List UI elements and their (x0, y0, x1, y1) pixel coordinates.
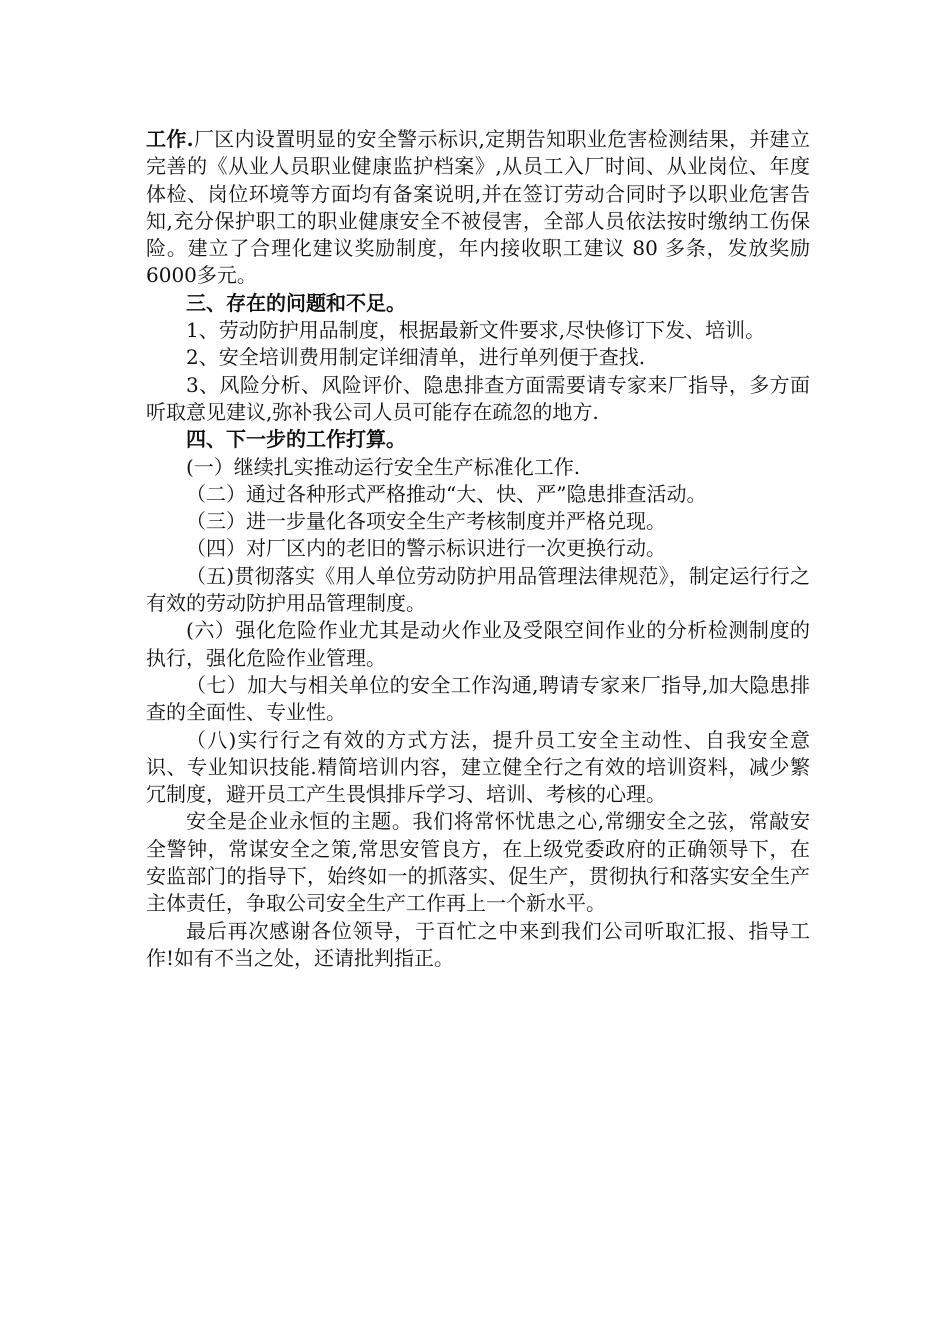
section-4-item: （七）加大与相关单位的安全工作沟通,聘请专家来厂指导,加大隐患排查的全面性、专业性。 (146, 672, 810, 725)
section-3-heading: 三、存在的问题和不足。 (186, 290, 406, 315)
intro-text: 厂区内设置明显的安全警示标识,定期告知职业危害检测结果，并建立完善的《从业人员职业健康监护档案》,从员工入厂时间、从业岗位、年度体检、岗位环境等方面均有备案说明,并在签订劳动合同时予以职业危害告知,充分保护职工的职业健康安全不被侵害，全部人员依法按时缴纳工伤保险。建立了合理化建议奖励制度，年内接收职工建议 80 多条，发放奖励 6000多元。 (146, 127, 811, 288)
section-4-item: （五)贯彻落实《用人单位劳动防护用品管理法律规范》，制定运行行之有效的劳动防护用品管理制度。 (146, 563, 810, 616)
intro-lead: 工作. (146, 127, 194, 151)
section-4-item: （四）对厂区内的老旧的警示标识进行一次更换行动。 (186, 536, 666, 561)
document-page (146, 126, 810, 972)
section-4-heading: 四、下一步的工作打算。 (186, 427, 406, 452)
section-3-item: 2、安全培训费用制定详细清单，进行单列便于查找. (186, 345, 646, 370)
section-4-item: (六）强化危险作业尤其是动火作业及受限空间作业的分析检测制度的执行，强化危险作业管理。 (146, 618, 810, 670)
section-3-item: 3、风险分析、风险评价、隐患排查方面需要请专家来厂指导，多方面听取意见建议,弥补我公司人员可能存在疏忽的地方. (146, 372, 810, 424)
section-4-item: （二）通过各种形式严格推动“大、快、严”隐患排查活动。 (186, 481, 707, 506)
intro-paragraph (146, 126, 810, 290)
section-4-item: （三）进一步量化各项安全生产考核制度并严格兑现。 (186, 509, 666, 534)
closing-paragraph: 安全是企业永恒的主题。我们将常怀忧患之心,常绷安全之弦，常敲安全警钟，常谋安全之策,常思安管良方，在上级党委政府的正确领导下，在安监部门的指导下，始终如一的抓落实、促生产，贯彻执行和落实安全生产主体责任，争取公司安全生产工作再上一个新水平。 (146, 809, 810, 916)
closing-paragraph: 最后再次感谢各位领导，于百忙之中来到我们公司听取汇报、指导工作!如有不当之处，还请批判指正。 (146, 918, 810, 970)
section-3-item: 1、劳动防护用品制度，根据最新文件要求,尽快修订下发、培训。 (186, 318, 766, 343)
section-4-item: （八)实行行之有效的方式方法，提升员工安全主动性、自我安全意识、专业知识技能.精简培训内容，建立健全行之有效的培训资料，减少繁冗制度，避开员工产生畏惧排斥学习、培训、考核的心理。 (146, 727, 810, 807)
section-4-item: (一）继续扎实推动运行安全生产标准化工作. (186, 454, 581, 479)
